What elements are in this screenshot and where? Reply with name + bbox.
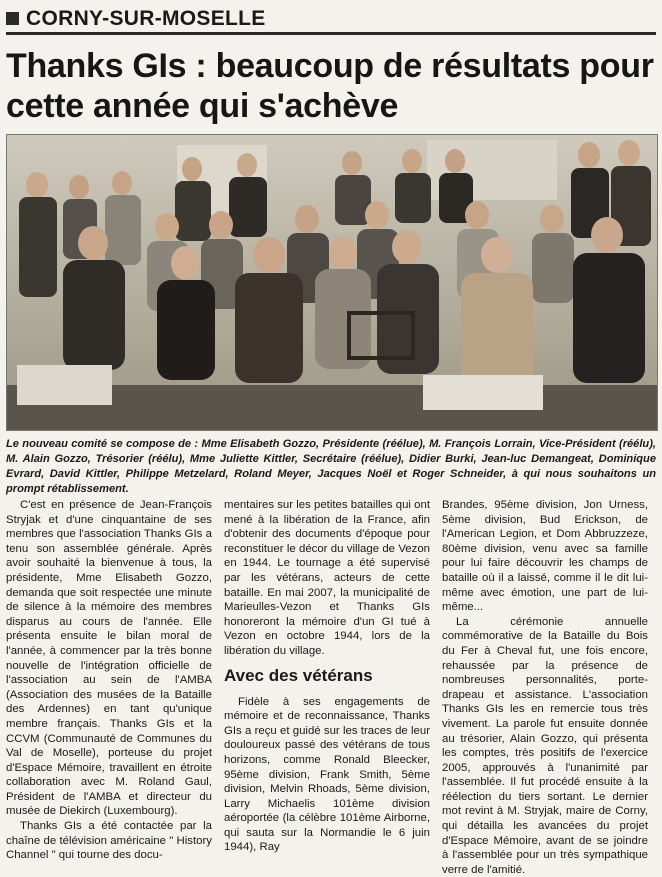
- article-column-2: [224, 498, 430, 855]
- paragraph: mentaires sur les petites batailles qui ont mené à la libération de la France, afin d'obtenir des documents d'époque pour reconstituer le décor du village de Vezon en 1944. Le tournage a été supervisé par les vétérans, acteurs de cette bataille. En mai 2007, la municipalité de Marieulles-Vezon et Thanks GIs honoreront la mémoire d'un GI tué à Vezon en octobre 1944, lors de la libération du village.: [224, 499, 430, 657]
- article-column-3: [442, 498, 648, 877]
- paragraph: Brandes, 95ème division, Jon Urness, 5ème division, Bud Erickson, de l'American Legion, et Dom Abbruzzeze, 80ème division, venu avec sa famille pour lui faire découvrir les champs de bataille où il a laissé, comme il le dit lui-même avec émotion, une part de lui-même...: [442, 499, 648, 614]
- rubric-label: CORNY-SUR-MOSELLE: [26, 7, 266, 30]
- paragraph: Fidèle à ses engagements de mémoire et de reconnaissance, Thanks GIs a reçu et guidé sur les traces de leur douloureux passé des vétérans de tous horizons, comme Ronald Bleecker, 95ème division, Frank Smith, 5ème division, Melvin Rhoads, 5ème division, Larry Michaelis 101ème division aéroportée (la célèbre 101ème Airborne, qui sauta sur la Normandie le 6 juin 1944), Ray: [224, 695, 430, 854]
- photo-caption: Le nouveau comité se compose de : Mme Elisabeth Gozzo, Présidente (réélue), M. François Lorrain, Vice-Président (réélu), M. Alain Gozzo, Trésorier (réélu), Mme Juliette Kittler, Secrétaire (réélue), Didier Burki, Jean-luc Demangeat, Dominique Evrard, David Kittler, Philippe Metzelard, Roland Meyer, Jacques Noël et Roger Schneider, à qui nous souhaitons un prompt rétablissement.: [6, 438, 656, 495]
- rubric-square: [6, 12, 19, 25]
- group-photo: [6, 134, 658, 431]
- article-column-1: [6, 498, 212, 863]
- article-headline: Thanks GIs : beaucoup de résultats pour cette année qui s'achève: [6, 47, 654, 125]
- paragraph: Thanks GIs a été contactée par la chaîne de télévision américaine " History Channel " qui tourne des docu-: [6, 820, 212, 862]
- section-rubric: [6, 6, 656, 35]
- article-body: [6, 498, 656, 876]
- paragraph: La cérémonie annuelle commémorative de la Bataille du Bois du Fer à Cheval fut, une fois encore, rehaussée par la présence de nombreuses personnalités, porte-drapeau et assistance. L'association Thanks GIs les en remercie tous très vivement. La parole fut ensuite donnée au trésorier, Alain Gozzo, qui présenta les comptes, très positifs de l'exercice 2005, approuvés à l'unanimité par l'assemblée. Il fut procédé ensuite à la réélection du tiers sortant. Le dernier mot revint à M. Stryjak, maire de Corny, qui détailla les avancées du projet d'Espace Mémoire, avant de se joindre à l'assemblée pour un très sympathique verre de l'amitié.: [442, 615, 648, 876]
- photo-illustration: [7, 135, 657, 430]
- article-subheading: Avec des vétérans: [224, 665, 373, 685]
- paragraph: C'est en présence de Jean-François Stryjak et d'une cinquantaine de ses membres que l'association Thanks GIs a tenu son assemblée générale. Après avoir souhaité la bienvenue à tous, la présidente, Mme Elisabeth Gozzo, demanda que soit respectée une minute de silence à la mémoire des membres disparus au cours de l'année. Elle présenta ensuite le bilan moral de l'année, à commencer par la très bonne nouvelle de l'intégration officielle de l'association au sein de l'AMBA (Association des musées de la Bataille des Ardennes) en tant qu'unique membre français. Thanks GIs et la CCVM (Communauté de Communes du Val de Moselle), porteuse du projet d'Espace Mémoire, travaillent en étroite collaboration avec M. Roland Gaul, Président de l'AMBA et directeur du musée de Diekirch (Luxembourg).: [6, 499, 212, 818]
